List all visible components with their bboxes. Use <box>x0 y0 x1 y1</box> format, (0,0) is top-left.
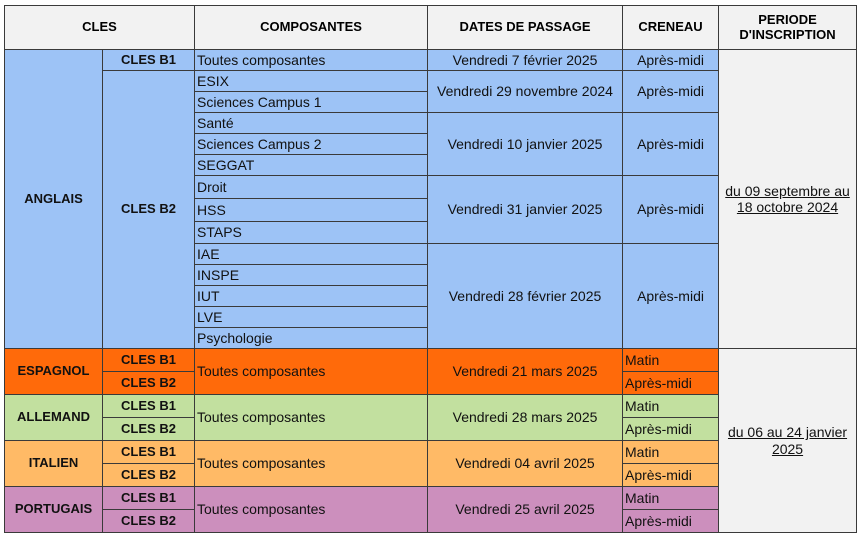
composante: HSS <box>195 199 428 222</box>
creneau-b2: Après-midi <box>623 464 719 487</box>
level-cles-b1: CLES B1 <box>103 487 195 510</box>
level-cles-b2: CLES B2 <box>103 510 195 533</box>
composante: Toutes composantes <box>195 441 428 487</box>
creneau-b1: Matin <box>623 441 719 464</box>
creneau-b1: Matin <box>623 487 719 510</box>
creneau: Après-midi <box>623 50 719 71</box>
composante: Toutes composantes <box>195 50 428 71</box>
creneau: Après-midi <box>623 71 719 113</box>
exam-date: Vendredi 25 avril 2025 <box>428 487 623 533</box>
creneau-b2: Après-midi <box>623 418 719 441</box>
composante: IUT <box>195 286 428 307</box>
level-cles-b1: CLES B1 <box>103 50 195 71</box>
header-dates: DATES DE PASSAGE <box>428 6 623 50</box>
exam-date: Vendredi 29 novembre 2024 <box>428 71 623 113</box>
exam-date: Vendredi 04 avril 2025 <box>428 441 623 487</box>
table-row <box>5 50 857 71</box>
exam-date: Vendredi 10 janvier 2025 <box>428 113 623 176</box>
level-cles-b1: CLES B1 <box>103 395 195 418</box>
language-anglais: ANGLAIS <box>5 50 103 349</box>
periode-inscription-anglais <box>719 50 857 349</box>
composante: Toutes composantes <box>195 349 428 395</box>
creneau: Après-midi <box>623 176 719 244</box>
exam-date: Vendredi 7 février 2025 <box>428 50 623 71</box>
language-espagnol: ESPAGNOL <box>5 349 103 395</box>
composante: IAE <box>195 244 428 265</box>
composante: Droit <box>195 176 428 199</box>
exam-date: Vendredi 28 février 2025 <box>428 244 623 349</box>
header-periode: PERIODE D'INSCRIPTION <box>719 6 857 50</box>
header-creneau: CRENEAU <box>623 6 719 50</box>
composante: Toutes composantes <box>195 487 428 533</box>
periode-anglais-text: du 09 septembre au 18 octobre 2024 <box>725 182 850 215</box>
creneau: Après-midi <box>623 244 719 349</box>
composante: Sciences Campus 1 <box>195 92 428 113</box>
creneau-b2: Après-midi <box>623 372 719 395</box>
level-cles-b1: CLES B1 <box>103 441 195 464</box>
composante: Sciences Campus 2 <box>195 134 428 155</box>
composante: SEGGAT <box>195 155 428 176</box>
level-cles-b2: CLES B2 <box>103 418 195 441</box>
periode-inscription-others <box>719 349 857 533</box>
exam-date: Vendredi 28 mars 2025 <box>428 395 623 441</box>
creneau-b1: Matin <box>623 395 719 418</box>
composante: Santé <box>195 113 428 134</box>
creneau-b2: Après-midi <box>623 510 719 533</box>
language-italien: ITALIEN <box>5 441 103 487</box>
composante: STAPS <box>195 222 428 244</box>
composante: Psychologie <box>195 328 428 349</box>
composante: Toutes composantes <box>195 395 428 441</box>
exam-date: Vendredi 31 janvier 2025 <box>428 176 623 244</box>
creneau: Après-midi <box>623 113 719 176</box>
composante: LVE <box>195 307 428 328</box>
language-portugais: PORTUGAIS <box>5 487 103 533</box>
header-composantes: COMPOSANTES <box>195 6 428 50</box>
creneau-b1: Matin <box>623 349 719 372</box>
periode-others-text: du 06 au 24 janvier 2025 <box>727 424 848 457</box>
header-cles: CLES <box>5 6 195 50</box>
language-allemand: ALLEMAND <box>5 395 103 441</box>
level-cles-b2: CLES B2 <box>103 464 195 487</box>
header-row <box>5 6 857 50</box>
exam-date: Vendredi 21 mars 2025 <box>428 349 623 395</box>
composante: ESIX <box>195 71 428 92</box>
level-cles-b1: CLES B1 <box>103 349 195 372</box>
exam-schedule-table <box>4 5 857 533</box>
level-cles-b2: CLES B2 <box>103 71 195 349</box>
table-row <box>5 349 857 372</box>
composante: INSPE <box>195 265 428 286</box>
level-cles-b2: CLES B2 <box>103 372 195 395</box>
